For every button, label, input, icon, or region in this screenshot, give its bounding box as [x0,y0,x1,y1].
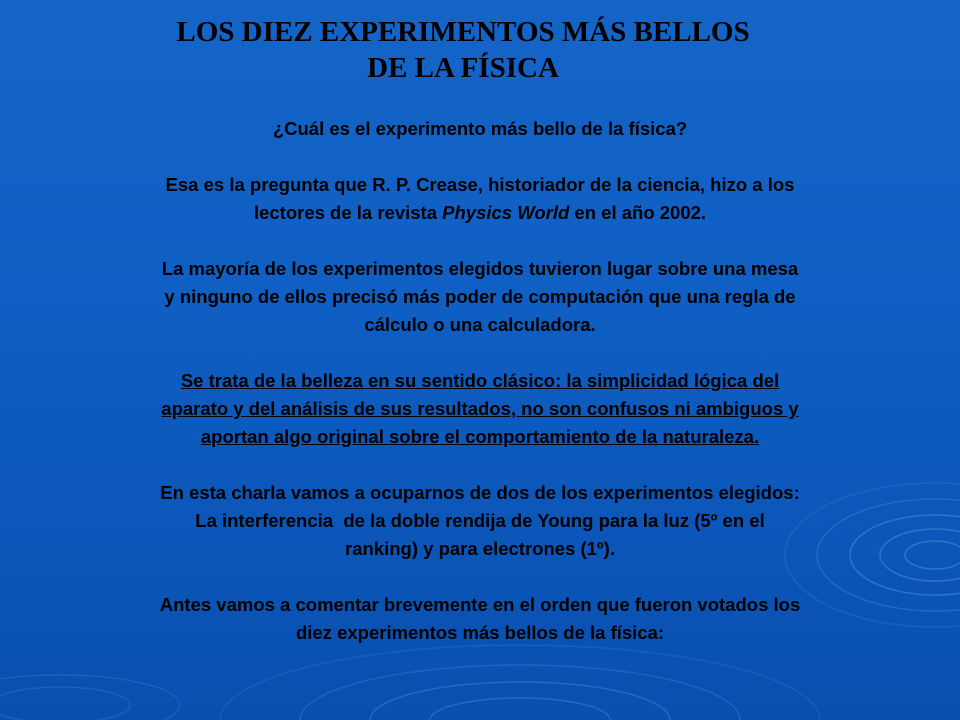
tabletop-paragraph [40,255,920,339]
text-line: En esta charla vamos a ocuparnos de dos de los experimentos elegidos: [160,482,800,503]
talk-focus-paragraph [40,479,920,563]
question-paragraph [40,115,920,143]
text-line: y ninguno de ellos precisó más poder de computación que una regla de [164,286,796,307]
text-line: aportan algo original sobre el comportamiento de la naturaleza. [200,426,760,447]
text-line: La interferencia de la doble rendija de Young para la luz (5º en el [195,510,765,531]
question-text: ¿Cuál es el experimento más bello de la física? [272,118,688,139]
text-line: Antes vamos a comentar brevemente en el orden que fueron votados los [159,594,801,615]
title-line: DE LA FÍSICA [367,52,559,84]
text-line: cálculo o una calculadora. [364,314,596,335]
slide-title [0,14,926,86]
magazine-name: Physics World [442,202,570,223]
text-fragment: lectores de la revista [253,202,443,223]
title-line: LOS DIEZ EXPERIMENTOS MÁS BELLOS [176,16,750,48]
text-line: diez experimentos más bellos de la física: [295,622,665,643]
text-line: ranking) y para electrones (1º). [345,538,615,559]
text-line [40,199,920,227]
text-fragment: en el año 2002. [569,202,707,223]
crease-paragraph [40,171,920,227]
text-line: Se trata de la belleza en su sentido clásico: la simplicidad lógica del [180,370,780,391]
text-line: Esa es la pregunta que R. P. Crease, historiador de la ciencia, hizo a los [165,174,795,195]
beauty-paragraph [40,367,920,451]
slide-body [40,115,920,675]
ranking-intro-paragraph [40,591,920,647]
text-line: La mayoría de los experimentos elegidos tuvieron lugar sobre una mesa [161,258,799,279]
text-line: aparato y del análisis de sus resultados, no son confusos ni ambiguos y [161,398,799,419]
